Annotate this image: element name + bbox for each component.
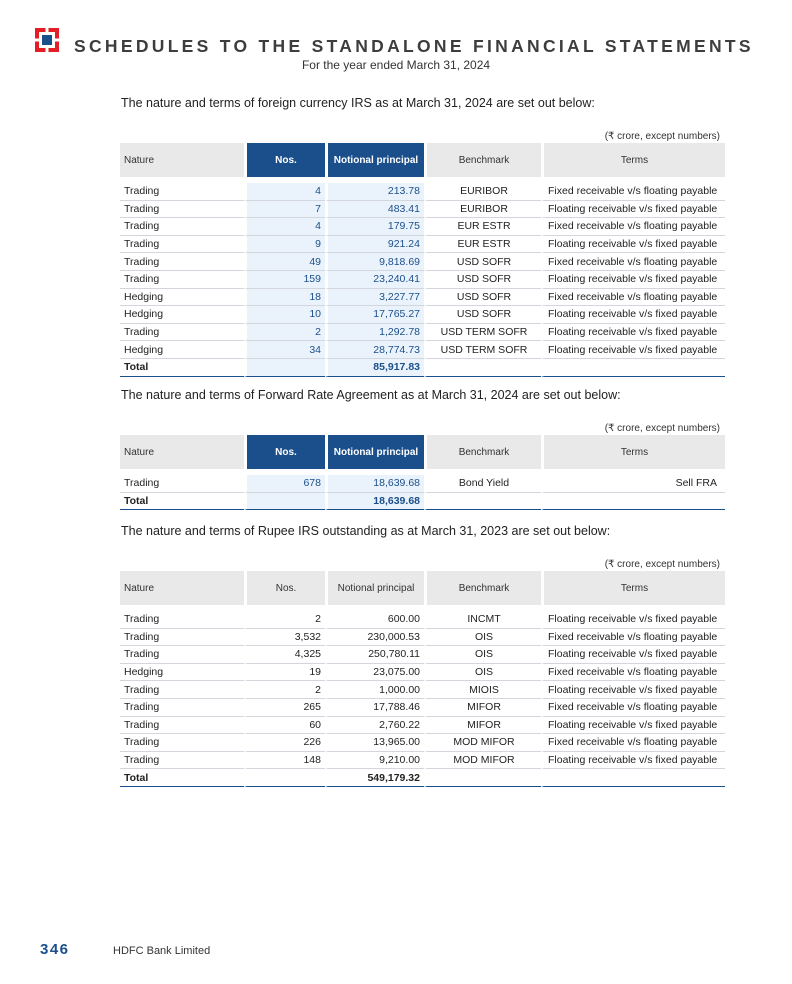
- cell-notional-principal: 549,179.32: [325, 769, 424, 787]
- column-header-nature: Nature: [120, 435, 244, 469]
- cell-notional-principal: 23,075.00: [325, 664, 424, 682]
- cell-nos: 2: [244, 681, 325, 699]
- table-row: [120, 611, 725, 629]
- cell-nature: Trading: [120, 201, 244, 219]
- table-row: [120, 699, 725, 717]
- cell-notional-principal: 2,760.22: [325, 717, 424, 735]
- cell-benchmark: USD SOFR: [424, 306, 541, 324]
- column-header-nos: Nos.: [244, 435, 325, 469]
- cell-terms: Floating receivable v/s fixed payable: [541, 681, 725, 699]
- table-row: [120, 717, 725, 735]
- cell-nature: Trading: [120, 183, 244, 201]
- cell-notional-principal: 230,000.53: [325, 629, 424, 647]
- cell-benchmark: MOD MIFOR: [424, 752, 541, 770]
- cell-benchmark: OIS: [424, 646, 541, 664]
- cell-nature: Total: [120, 359, 244, 377]
- cell-benchmark: USD SOFR: [424, 289, 541, 307]
- cell-nature: Trading: [120, 218, 244, 236]
- cell-terms: [541, 359, 725, 377]
- cell-nature: Hedging: [120, 306, 244, 324]
- column-header-notional: Notional principal: [325, 435, 424, 469]
- column-header-terms: Terms: [541, 143, 725, 177]
- cell-nos: 2: [244, 324, 325, 342]
- cell-nos: 18: [244, 289, 325, 307]
- cell-notional-principal: 18,639.68: [325, 493, 424, 511]
- section-intro-fra: The nature and terms of Forward Rate Agreement as at March 31, 2024 are set out below:: [121, 388, 621, 402]
- cell-notional-principal: 13,965.00: [325, 734, 424, 752]
- cell-nos: 60: [244, 717, 325, 735]
- cell-nos: 10: [244, 306, 325, 324]
- cell-nature: Trading: [120, 324, 244, 342]
- column-header-notional: Notional principal: [325, 571, 424, 605]
- cell-nos: 7: [244, 201, 325, 219]
- table-row: [120, 475, 725, 493]
- cell-notional-principal: 9,210.00: [325, 752, 424, 770]
- total-row: [120, 359, 725, 377]
- cell-nature: Trading: [120, 681, 244, 699]
- cell-nos: 4: [244, 218, 325, 236]
- unit-note: (₹ crore, except numbers): [604, 559, 720, 570]
- cell-nos: 4,325: [244, 646, 325, 664]
- cell-benchmark: EURIBOR: [424, 183, 541, 201]
- foreign-irs-table: [120, 143, 725, 377]
- cell-notional-principal: 18,639.68: [325, 475, 424, 493]
- cell-notional-principal: 250,780.11: [325, 646, 424, 664]
- unit-note: (₹ crore, except numbers): [604, 131, 720, 142]
- cell-notional-principal: 1,292.78: [325, 324, 424, 342]
- total-row: [120, 493, 725, 511]
- cell-terms: [541, 493, 725, 511]
- cell-nature: Trading: [120, 236, 244, 254]
- cell-notional-principal: 1,000.00: [325, 681, 424, 699]
- cell-nos: 159: [244, 271, 325, 289]
- cell-benchmark: EUR ESTR: [424, 236, 541, 254]
- cell-notional-principal: 9,818.69: [325, 253, 424, 271]
- cell-benchmark: INCMT: [424, 611, 541, 629]
- cell-terms: Floating receivable v/s fixed payable: [541, 611, 725, 629]
- cell-notional-principal: 23,240.41: [325, 271, 424, 289]
- cell-nature: Total: [120, 769, 244, 787]
- column-header-terms: Terms: [541, 435, 725, 469]
- cell-nature: Trading: [120, 271, 244, 289]
- cell-notional-principal: 28,774.73: [325, 341, 424, 359]
- cell-benchmark: OIS: [424, 664, 541, 682]
- cell-nos: 678: [244, 475, 325, 493]
- cell-benchmark: MIOIS: [424, 681, 541, 699]
- table-row: [120, 236, 725, 254]
- footer-company-name: HDFC Bank Limited: [113, 945, 211, 957]
- cell-terms: Fixed receivable v/s floating payable: [541, 253, 725, 271]
- cell-nature: Trading: [120, 734, 244, 752]
- cell-nature: Hedging: [120, 664, 244, 682]
- cell-benchmark: [424, 493, 541, 511]
- table-row: [120, 341, 725, 359]
- column-header-nature: Nature: [120, 143, 244, 177]
- cell-terms: [541, 769, 725, 787]
- cell-nos: 34: [244, 341, 325, 359]
- cell-terms: Fixed receivable v/s floating payable: [541, 218, 725, 236]
- page-subtitle: For the year ended March 31, 2024: [301, 58, 491, 72]
- cell-terms: Fixed receivable v/s floating payable: [541, 734, 725, 752]
- cell-nature: Total: [120, 493, 244, 511]
- table-row: [120, 629, 725, 647]
- cell-nos: 2: [244, 611, 325, 629]
- cell-benchmark: EURIBOR: [424, 201, 541, 219]
- page-title: SCHEDULES TO THE STANDALONE FINANCIAL STATEMENTS: [74, 36, 754, 56]
- cell-notional-principal: 179.75: [325, 218, 424, 236]
- cell-benchmark: MIFOR: [424, 717, 541, 735]
- total-row: [120, 769, 725, 787]
- table-row: [120, 664, 725, 682]
- cell-nos: [244, 769, 325, 787]
- cell-nos: 148: [244, 752, 325, 770]
- cell-terms: Fixed receivable v/s floating payable: [541, 289, 725, 307]
- table-row: [120, 201, 725, 219]
- cell-notional-principal: 17,788.46: [325, 699, 424, 717]
- cell-terms: Floating receivable v/s fixed payable: [541, 324, 725, 342]
- cell-terms: Floating receivable v/s fixed payable: [541, 752, 725, 770]
- column-header-nature: Nature: [120, 571, 244, 605]
- cell-nature: Trading: [120, 253, 244, 271]
- cell-terms: Sell FRA: [541, 475, 725, 493]
- cell-terms: Fixed receivable v/s floating payable: [541, 183, 725, 201]
- cell-nature: Trading: [120, 475, 244, 493]
- table-row: [120, 752, 725, 770]
- cell-nature: Trading: [120, 699, 244, 717]
- cell-nos: 3,532: [244, 629, 325, 647]
- cell-benchmark: USD TERM SOFR: [424, 341, 541, 359]
- cell-benchmark: OIS: [424, 629, 541, 647]
- cell-nature: Hedging: [120, 289, 244, 307]
- cell-notional-principal: 85,917.83: [325, 359, 424, 377]
- rupee-irs-table: [120, 571, 725, 787]
- table-row: [120, 183, 725, 201]
- cell-terms: Floating receivable v/s fixed payable: [541, 717, 725, 735]
- cell-terms: Fixed receivable v/s floating payable: [541, 664, 725, 682]
- cell-terms: Fixed receivable v/s floating payable: [541, 699, 725, 717]
- column-header-nos: Nos.: [244, 571, 325, 605]
- cell-nos: 9: [244, 236, 325, 254]
- cell-terms: Floating receivable v/s fixed payable: [541, 201, 725, 219]
- section-intro-rupee-irs: The nature and terms of Rupee IRS outstanding as at March 31, 2023 are set out below:: [121, 524, 611, 538]
- cell-benchmark: [424, 359, 541, 377]
- column-header-benchmark: Benchmark: [424, 571, 541, 605]
- page-number: 346: [40, 941, 70, 958]
- cell-notional-principal: 17,765.27: [325, 306, 424, 324]
- cell-nos: 226: [244, 734, 325, 752]
- cell-terms: Floating receivable v/s fixed payable: [541, 341, 725, 359]
- cell-nature: Trading: [120, 717, 244, 735]
- table-row: [120, 324, 725, 342]
- cell-benchmark: Bond Yield: [424, 475, 541, 493]
- cell-terms: Floating receivable v/s fixed payable: [541, 236, 725, 254]
- cell-notional-principal: 213.78: [325, 183, 424, 201]
- section-intro-foreign-irs: The nature and terms of foreign currency IRS as at March 31, 2024 are set out below:: [121, 96, 595, 110]
- cell-benchmark: MIFOR: [424, 699, 541, 717]
- column-header-nos: Nos.: [244, 143, 325, 177]
- cell-notional-principal: 3,227.77: [325, 289, 424, 307]
- table-row: [120, 253, 725, 271]
- table-row: [120, 734, 725, 752]
- cell-nature: Trading: [120, 629, 244, 647]
- cell-terms: Floating receivable v/s fixed payable: [541, 306, 725, 324]
- column-header-notional: Notional principal: [325, 143, 424, 177]
- column-header-benchmark: Benchmark: [424, 435, 541, 469]
- cell-benchmark: USD TERM SOFR: [424, 324, 541, 342]
- cell-nature: Trading: [120, 752, 244, 770]
- cell-terms: Fixed receivable v/s floating payable: [541, 629, 725, 647]
- cell-benchmark: MOD MIFOR: [424, 734, 541, 752]
- column-header-terms: Terms: [541, 571, 725, 605]
- unit-note: (₹ crore, except numbers): [604, 423, 720, 434]
- column-header-benchmark: Benchmark: [424, 143, 541, 177]
- cell-nos: [244, 359, 325, 377]
- cell-terms: Floating receivable v/s fixed payable: [541, 271, 725, 289]
- cell-notional-principal: 600.00: [325, 611, 424, 629]
- fra-table: [120, 435, 725, 510]
- cell-nature: Trading: [120, 611, 244, 629]
- cell-benchmark: USD SOFR: [424, 271, 541, 289]
- table-row: [120, 289, 725, 307]
- cell-nos: [244, 493, 325, 511]
- cell-benchmark: EUR ESTR: [424, 218, 541, 236]
- cell-benchmark: [424, 769, 541, 787]
- cell-terms: Floating receivable v/s fixed payable: [541, 646, 725, 664]
- cell-nature: Hedging: [120, 341, 244, 359]
- cell-nos: 4: [244, 183, 325, 201]
- table-row: [120, 306, 725, 324]
- hdfc-logo-icon: [35, 28, 59, 52]
- cell-benchmark: USD SOFR: [424, 253, 541, 271]
- table-row: [120, 271, 725, 289]
- cell-nos: 49: [244, 253, 325, 271]
- table-row: [120, 218, 725, 236]
- cell-notional-principal: 921.24: [325, 236, 424, 254]
- cell-nos: 19: [244, 664, 325, 682]
- cell-nos: 265: [244, 699, 325, 717]
- cell-nature: Trading: [120, 646, 244, 664]
- cell-notional-principal: 483.41: [325, 201, 424, 219]
- table-row: [120, 646, 725, 664]
- table-row: [120, 681, 725, 699]
